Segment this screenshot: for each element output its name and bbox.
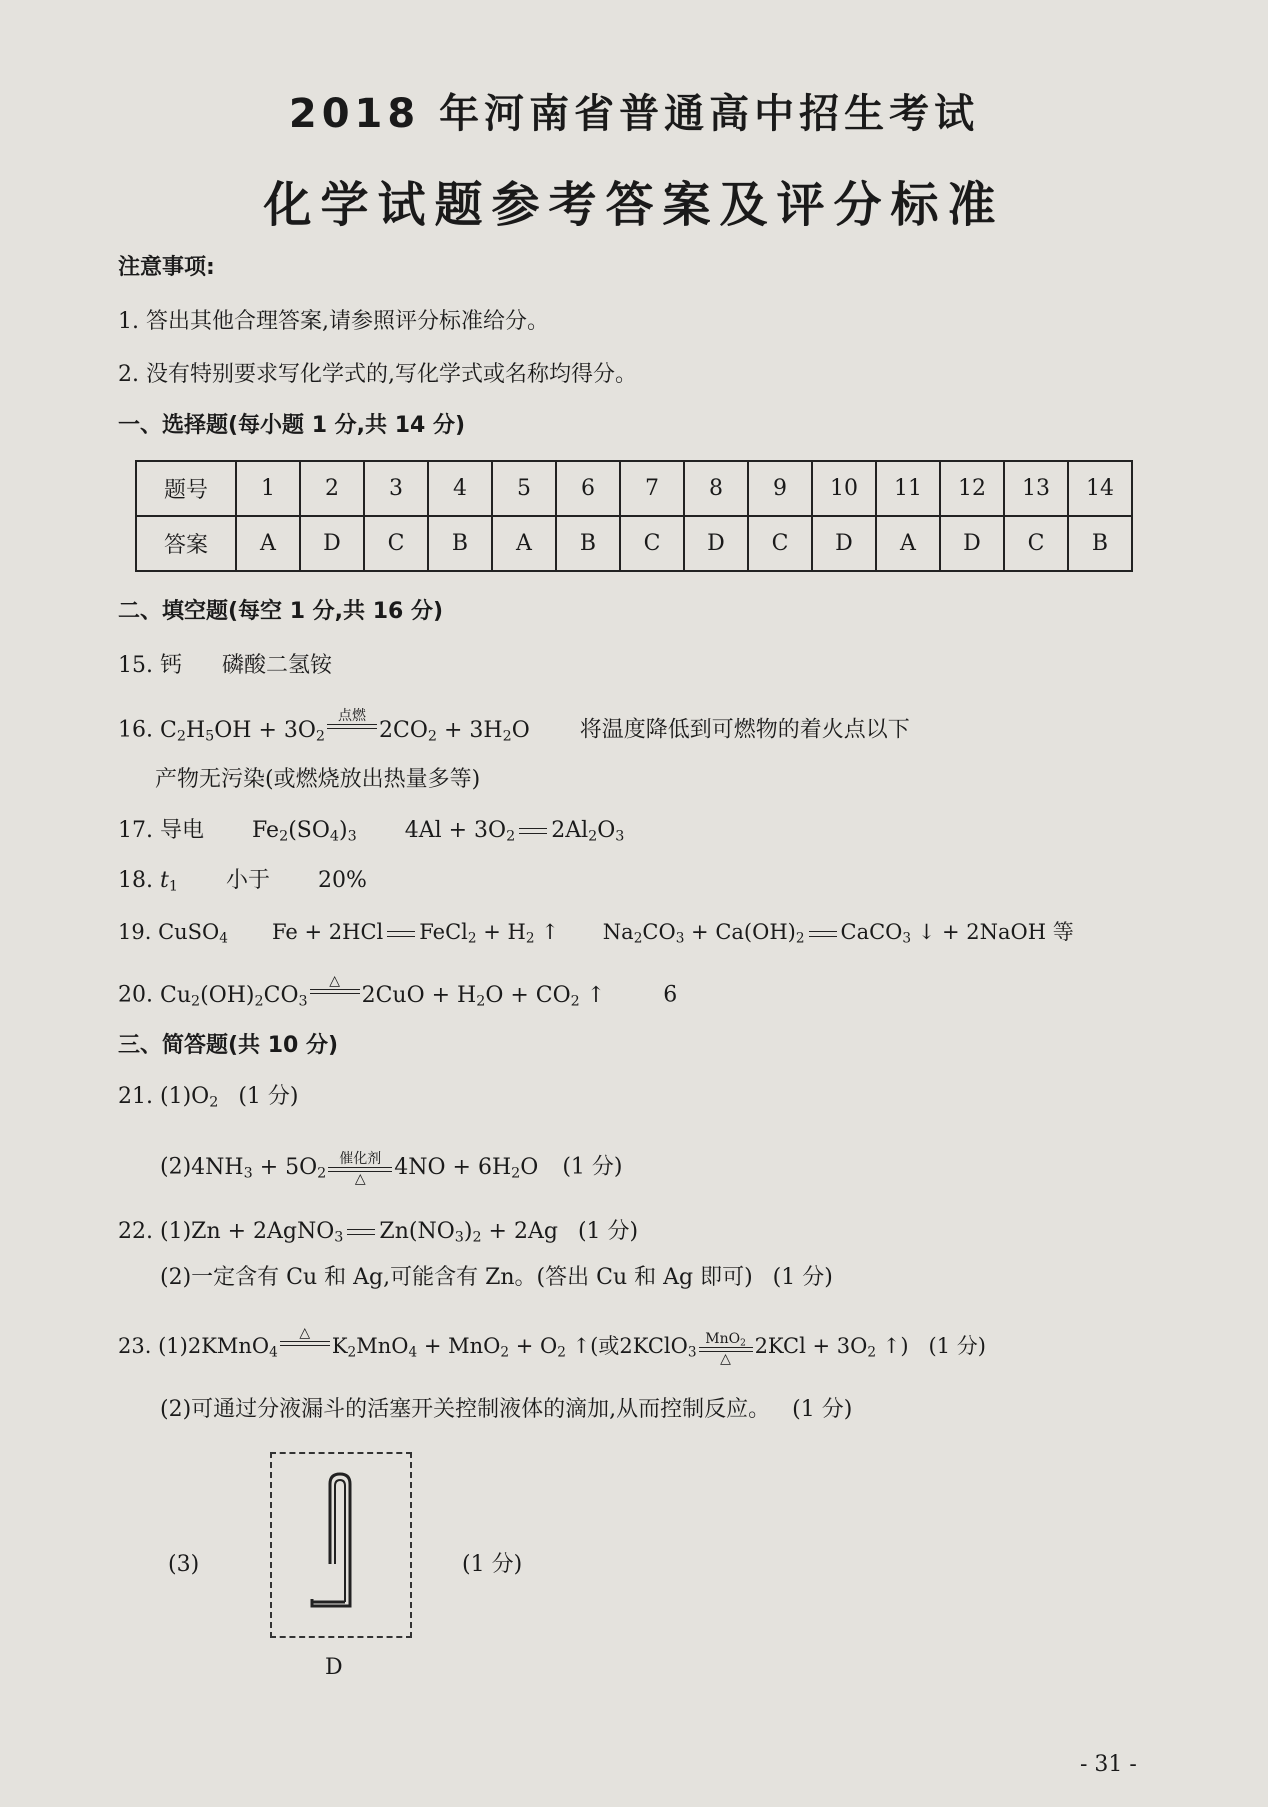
- exam-subtitle: 化学试题参考答案及评分标准: [263, 177, 1005, 233]
- q22-line-2: [160, 1263, 833, 1293]
- q23-part-3: (3): [168, 1552, 200, 1577]
- q23-score-1: (1 分): [928, 1334, 986, 1358]
- q22-number: 22.: [118, 1219, 160, 1244]
- question-number: 1: [236, 461, 300, 516]
- q23-answer-2: (2)可通过分液漏斗的活塞开关控制液体的滴加,从而控制反应。: [160, 1397, 771, 1422]
- q22-score-2: (1 分): [772, 1265, 833, 1290]
- q21-part-2: (2): [160, 1154, 192, 1180]
- question-number: 10: [812, 461, 876, 516]
- answer-cell: C: [748, 516, 812, 571]
- answer-cell: C: [1004, 516, 1068, 571]
- q21-part-1: (1): [159, 1084, 192, 1109]
- section1-heading: 一、选择题(每小题 1 分,共 14 分): [118, 413, 466, 438]
- q22-answer-2: (2)一定含有 Cu 和 Ag,可能含有 Zn。(答出 Cu 和 Ag 即可): [160, 1265, 753, 1290]
- q23-or-text: (或: [590, 1334, 620, 1358]
- figure-d-box: [270, 1452, 412, 1638]
- q20-answer-2: 6: [663, 982, 678, 1008]
- q17-number: 17.: [118, 818, 160, 843]
- q21-number: 21.: [118, 1084, 160, 1109]
- question-number: 12: [940, 461, 1004, 516]
- q23-equation-right: $K_2MnO_4 + MnO_2 + O_2$ ↑: [331, 1334, 591, 1361]
- test-tube-icon: [272, 1454, 410, 1636]
- answer-cell: C: [364, 516, 428, 571]
- q23-alt-left: 2KClO$_3$: [619, 1334, 697, 1361]
- q23-alt-condition: MnO$_2$ △: [699, 1332, 753, 1367]
- question-number: 14: [1068, 461, 1132, 516]
- answer-cell: D: [812, 516, 876, 571]
- q23-line-1: [118, 1325, 986, 1367]
- answer-cell: C: [620, 516, 684, 571]
- q19-line: [118, 917, 1074, 947]
- q15-answer-1: 钙: [159, 653, 182, 678]
- row-label-number: 题号: [136, 461, 236, 516]
- note-2: 2. 没有特别要求写化学式的,写化学式或名称均得分。: [118, 362, 637, 387]
- question-number: 7: [620, 461, 684, 516]
- table-row: [136, 516, 1132, 571]
- q17-answer-2: $Fe_2(SO_4)_3$: [252, 818, 357, 845]
- q19-answer-2: Fe + 2HCl FeCl$_2$ + $H_2$ ↑: [271, 920, 559, 947]
- notes-heading: 注意事项:: [118, 255, 215, 280]
- q18-answer-3: 20%: [317, 868, 367, 893]
- q23-close: ): [900, 1334, 909, 1358]
- q16-equation-right: $2CO_2 + 3H_2O$: [379, 717, 530, 745]
- q20-number: 20.: [118, 982, 160, 1008]
- question-number: 5: [492, 461, 556, 516]
- q17-answer-1: 导电: [159, 818, 204, 843]
- answer-cell: D: [940, 516, 1004, 571]
- q21-score-2: (1 分): [562, 1154, 623, 1180]
- q16-answer-2: 将温度降低到可燃物的着火点以下: [579, 717, 910, 743]
- question-number: 9: [748, 461, 812, 516]
- q21-equation-left: $4NH_3 + 5O_2$: [191, 1154, 327, 1182]
- table-row: [136, 461, 1132, 516]
- page-number: - 31 -: [1080, 1752, 1137, 1777]
- answer-cell: D: [300, 516, 364, 571]
- q23-condition: △: [280, 1326, 330, 1361]
- q18-line: [118, 866, 367, 896]
- q21-line-1: [118, 1082, 298, 1112]
- q19-answer-3: $Na_2CO_3 + Ca(OH)_2$ CaCO$_3$ ↓ + 2NaOH: [602, 920, 1047, 947]
- figure-label: D: [325, 1655, 343, 1680]
- question-number: 8: [684, 461, 748, 516]
- question-number: 11: [876, 461, 940, 516]
- q17-answer-3: $4Al + 3O_2$ $2Al_2O_3$: [404, 818, 625, 845]
- q19-suffix: 等: [1052, 920, 1074, 944]
- q15-number: 15.: [118, 653, 160, 678]
- q23-score-2: (1 分): [792, 1397, 853, 1422]
- q21-score-1: (1 分): [238, 1084, 299, 1109]
- question-number: 3: [364, 461, 428, 516]
- q20-line: [118, 973, 678, 1013]
- question-number: 6: [556, 461, 620, 516]
- answer-cell: D: [684, 516, 748, 571]
- q22-line-1: [118, 1217, 638, 1247]
- q23-equation-left: 2KMnO$_4$: [187, 1334, 278, 1361]
- q18-answer-1: $t_1$: [159, 868, 178, 895]
- q18-number: 18.: [118, 868, 160, 893]
- q23-alt-right: $2KCl + 3O_2$ ↑: [754, 1334, 901, 1361]
- question-number: 4: [428, 461, 492, 516]
- q21-equation-right: $4NO + 6H_2O$: [394, 1154, 539, 1182]
- q16-equation-left: $C_2H_5OH + 3O_2$: [159, 717, 326, 745]
- q22-score-1: (1 分): [577, 1219, 639, 1244]
- answer-cell: A: [492, 516, 556, 571]
- q18-answer-2: 小于: [225, 868, 270, 893]
- question-number: 13: [1004, 461, 1068, 516]
- exam-title: 2018 年河南省普通高中招生考试: [288, 91, 980, 137]
- answer-cell: B: [556, 516, 620, 571]
- answer-table: [135, 460, 1133, 572]
- q20-equation-right: $2CuO + H_2O + CO_2$ ↑: [361, 982, 606, 1010]
- row-label-answer: 答案: [136, 516, 236, 571]
- q23-score-3: (1 分): [462, 1552, 523, 1577]
- q20-equation-left: $Cu_2(OH)_2CO_3$: [159, 982, 308, 1010]
- q20-condition: △: [310, 974, 360, 1009]
- q21-answer-1: $O_2$: [191, 1084, 219, 1111]
- note-1: 1. 答出其他合理答案,请参照评分标准给分。: [118, 309, 549, 334]
- q22-part-1: (1): [159, 1219, 192, 1244]
- q23-line-2: [160, 1395, 852, 1425]
- section2-heading: 二、填空题(每空 1 分,共 16 分): [118, 599, 444, 624]
- q22-answer-1: Zn + 2AgNO$_3$ $Zn(NO_3)_2 + 2Ag$: [191, 1219, 558, 1246]
- q17-line: [118, 816, 624, 846]
- q23-part-1: (1): [158, 1334, 188, 1358]
- q19-answer-1: CuSO$_4$: [158, 920, 228, 947]
- answer-cell: A: [876, 516, 940, 571]
- q21-line-2: [160, 1150, 623, 1185]
- q16-condition: 点燃: [327, 709, 377, 744]
- question-number: 2: [300, 461, 364, 516]
- answer-cell: B: [1068, 516, 1132, 571]
- answer-cell: A: [236, 516, 300, 571]
- q19-number: 19.: [118, 920, 159, 944]
- q15-line: [118, 651, 332, 681]
- q16-answer-3: 产物无污染(或燃烧放出热量多等): [155, 767, 481, 792]
- section3-heading: 三、简答题(共 10 分): [118, 1033, 339, 1058]
- q16-number: 16.: [118, 717, 160, 743]
- q23-number: 23.: [118, 1334, 159, 1358]
- answer-cell: B: [428, 516, 492, 571]
- q16-line: [118, 708, 910, 748]
- q21-condition: 催化剂 △: [328, 1152, 392, 1187]
- q15-answer-2: 磷酸二氢铵: [222, 653, 333, 678]
